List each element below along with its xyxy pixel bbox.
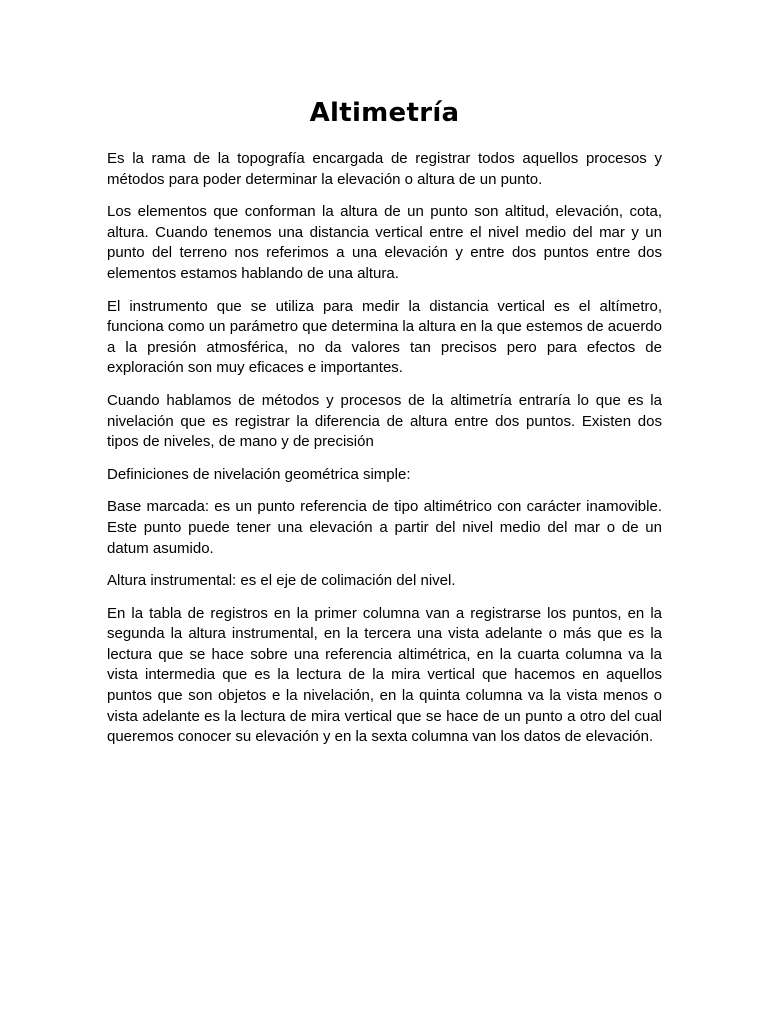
paragraph-definitions-heading: Definiciones de nivelación geométrica simple: — [107, 465, 411, 483]
document-title: Altimetría — [309, 98, 460, 128]
paragraph-leveling: Cuando hablamos de métodos y procesos de la altimetría entraría lo que es la nivelación que es registrar la diferencia de altura entre dos puntos. Existen dos tipos de niveles, de mano y de precisión — [107, 391, 662, 451]
paragraph-altura-instrumental: Altura instrumental: es el eje de colimación del nivel. — [107, 572, 456, 590]
paragraph-definition: Es la rama de la topografía encargada de registrar todos aquellos procesos y métodos para poder determinar la elevación o altura de un punto. — [107, 150, 662, 188]
paragraph-elements: Los elementos que conforman la altura de un punto son altitud, elevación, cota, altura. Cuando tenemos una distancia vertical entre el nivel medio del mar y un punto del terreno nos referimos a una elevación y entre dos puntos entre dos elementos estamos hablando de una altura. — [107, 203, 662, 282]
paragraph-tabla-registros: En la tabla de registros en la primer columna van a registrarse los puntos, en la segunda la altura instrumental, en la tercera una vista adelante o más que es la lectura que se hace sobre una referencia altimétrica, en la cuarta columna va la vista intermedia que es la lectura de la mira vertical que hacemos en aquellos puntos que son objetos e la nivelación, en la quinta columna va la vista menos o vista adelante es la lectura de mira vertical que se hace de un punto a otro del cual queremos conocer su elevación y en la sexta columna van los datos de elevación. — [107, 604, 662, 746]
paragraph-altimeter: El instrumento que se utiliza para medir la distancia vertical es el altímetro, funciona como un parámetro que determina la altura en la que estemos de acuerdo a la presión atmosférica, no da valores tan precisos pero para efectos de exploración son muy eficaces e importantes. — [107, 297, 662, 377]
paragraph-base-marcada: Base marcada: es un punto referencia de tipo altimétrico con carácter inamovible. Este punto puede tener una elevación a partir del nivel medio del mar o de un datum asumido. — [107, 498, 662, 557]
document-body — [107, 96, 662, 760]
